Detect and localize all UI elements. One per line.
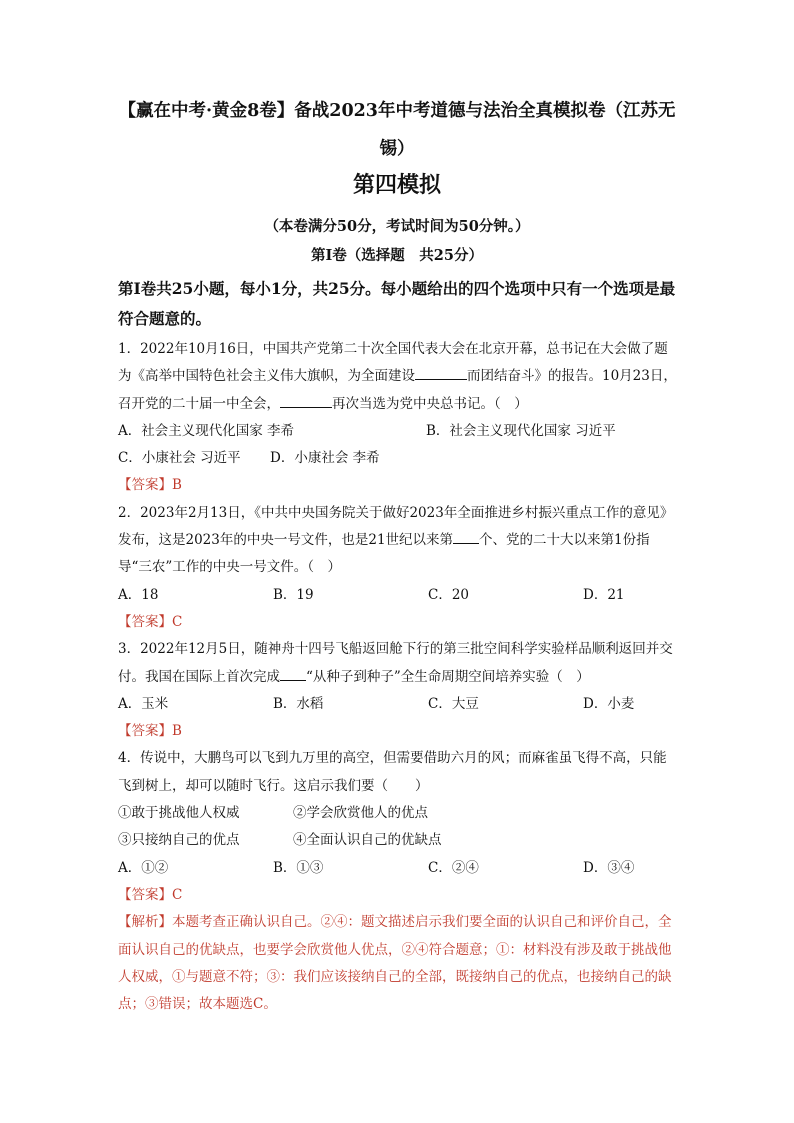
exam-title: 【赢在中考·黄金8卷】备战2023年中考道德与法治全真模拟卷（江苏无锡） — [118, 101, 676, 159]
question-3-stem: 3．2022年12月5日，随神舟十四号飞船返回舱下行的第三批空间科学实验样品顺利返回并交付。我国在国际上首次完成 “从种子到种子”全生命周期空间培养实验（ ） — [118, 641, 673, 685]
question-4-stem: 4．传说中，大鹏鸟可以飞到九万里的高空，但需要借助六月的风；而麻雀虽飞得不高，只能飞到树上，却可以随时飞行。这启示我们要（ ） — [118, 750, 667, 794]
option-a: A．玉米 — [118, 695, 169, 712]
instructions: 第I卷共25小题，每小1分，共25分。每小题给出的四个选项中只有一个选项是最符合题意的。 — [118, 279, 676, 328]
option-b: B．水稻 — [273, 695, 324, 712]
question-1-options-row2 — [118, 445, 678, 472]
question-4-statements-row2 — [118, 827, 678, 854]
question-2-options — [118, 582, 678, 609]
option-b: B．①③ — [273, 859, 324, 876]
exam-subtitle: 第四模拟 — [352, 172, 441, 198]
question-list — [118, 336, 678, 1018]
option-b: B．19 — [273, 586, 314, 603]
option-d: D．21 — [583, 586, 625, 603]
answer-blank — [280, 666, 306, 681]
answer-blank — [280, 393, 332, 408]
option-c: C．小康社会 习近平 — [118, 450, 241, 467]
option-b: B．社会主义现代化国家 习近平 — [426, 422, 616, 439]
option-d: D．小康社会 李希 — [270, 450, 380, 467]
question-4-statements-row1 — [118, 800, 678, 827]
option-c: C．②④ — [428, 859, 479, 876]
exam-note: （本卷满分50分，考试时间为50分钟。） — [264, 218, 530, 235]
option-a: A．社会主义现代化国家 李希 — [118, 422, 295, 439]
question-2-answer: 【答案】C — [118, 613, 183, 630]
question-4-answer: 【答案】C — [118, 886, 183, 903]
statement-3: ③只接纳自己的优点 — [118, 832, 240, 849]
option-a: A．①② — [118, 859, 169, 876]
question-1-options-row1 — [118, 418, 678, 445]
option-d: D．小麦 — [583, 695, 635, 712]
question-3-answer: 【答案】B — [118, 723, 182, 740]
question-1-stem: 1．2022年10月16日，中国共产党第二十次全国代表大会在北京开幕，总书记在大会做了题为《高举中国特色社会主义伟大旗帜，为全面建设 而团结奋斗》的报告。10月23日，召开党的二十届一中全会， 再次当选为党中央总书记。（ ） — [118, 341, 677, 412]
statement-2: ②学会欣赏他人的优点 — [293, 805, 428, 822]
option-c: C．大豆 — [428, 695, 479, 712]
answer-blank — [415, 365, 467, 380]
answer-blank — [453, 529, 479, 544]
question-3-options — [118, 691, 678, 718]
option-d: D．③④ — [583, 859, 635, 876]
statement-4: ④全面认识自己的优缺点 — [293, 832, 442, 849]
section-heading: 第I卷（选择题 共25分） — [311, 247, 483, 264]
question-4-options — [118, 855, 678, 882]
question-2-stem: 2．2023年2月13日，《中共中央国务院关于做好2023年全面推进乡村振兴重点工作的意见》发布，这是2023年的中央一号文件，也是21世纪以来第 个、党的二十大以来第1份指导“三农”工作的中央一号文件。（ ） — [118, 504, 674, 576]
option-a: A．18 — [118, 586, 159, 603]
statement-1: ①敢于挑战他人权威 — [118, 805, 240, 822]
question-1-answer: 【答案】B — [118, 477, 182, 494]
question-4-analysis: 【解析】本题考查正确认识自己。②④：题文描述启示我们要全面的认识自己和评价自己，全面认识自己的优缺点，也要学会欣赏他人优点，②④符合题意；①：材料没有涉及敢于挑战他人权威，①与题意不符；③：我们应该接纳自己的全部，既接纳自己的优点，也接纳自己的缺点；③错误；故本题选C。 — [118, 914, 672, 1013]
option-c: C．20 — [428, 586, 470, 603]
